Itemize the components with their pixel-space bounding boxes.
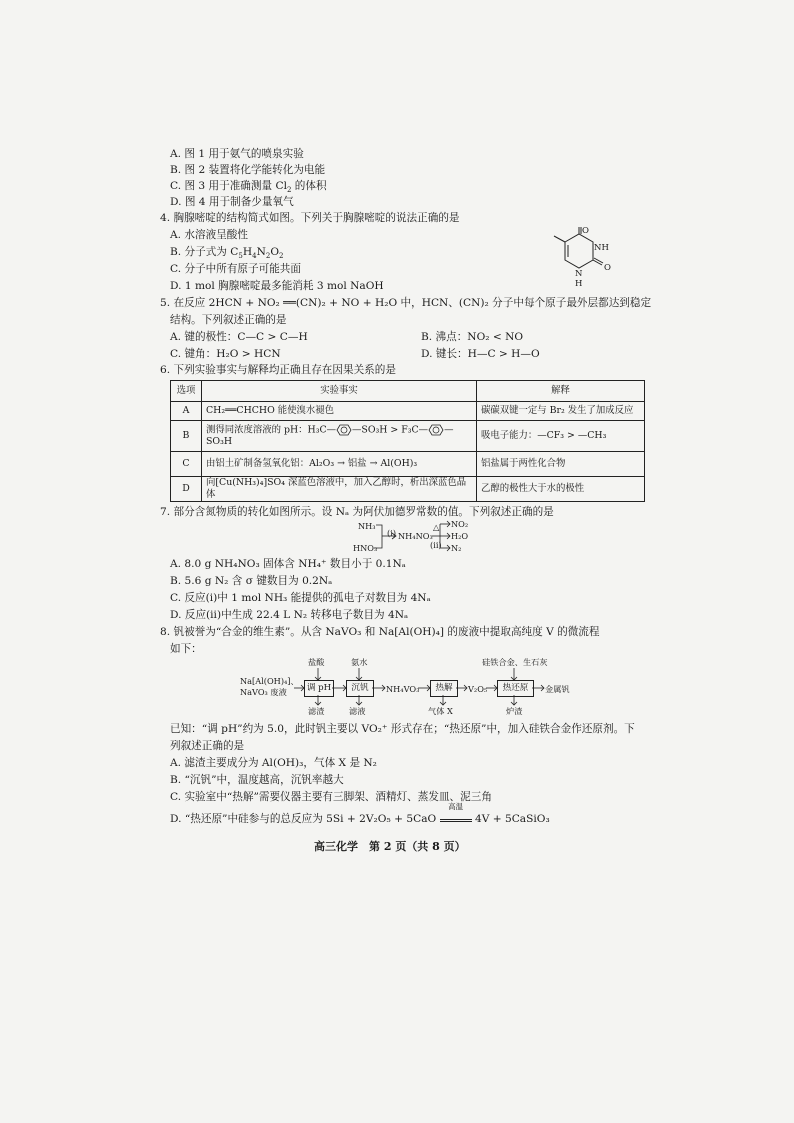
row-option: D — [171, 477, 202, 502]
q3-option-b: B. 图 2 装置将化学能转化为电能 — [170, 164, 326, 176]
header-fact: 实验事实 — [202, 381, 477, 402]
scheme-hno3: HNO₃ — [353, 543, 378, 553]
q5-stem-line-2: 结构。下列叙述正确的是 — [170, 314, 287, 326]
scheme-nh3: NH₃ — [358, 521, 376, 531]
q5-option-c: C. 键角：H₂O > HCN — [170, 348, 281, 360]
flow-input-hcl: 盐酸 — [308, 657, 325, 667]
label-o-right: O — [604, 263, 611, 273]
row-fact: CH₂══CHCHO 能使溴水褪色 — [202, 402, 477, 421]
q6-stem: 6. 下列实验事实与解释均正确且存在因果关系的是 — [160, 364, 396, 376]
row-option: A — [171, 402, 202, 421]
q8-known-line-1: 已知：“调 pH”约为 5.0，此时钒主要以 VO₂⁺ 形式存在；“热还原”中，加入硅铁合金作还原剂。下 — [170, 723, 635, 735]
row-explanation: 吸电子能力：—CF₃ > —CH₃ — [477, 421, 645, 452]
scheme-step-ii: (ii) — [430, 540, 442, 550]
header-option: 选项 — [171, 381, 202, 402]
q4-option-a: A. 水溶液呈酸性 — [170, 229, 248, 241]
q5-option-d: D. 键长：H—C > H—O — [421, 348, 540, 360]
flow-intermediate-nh4vo3: NH₄VO₃ — [386, 684, 420, 694]
row-option: C — [171, 452, 202, 477]
scheme-nh4no3: NH₄NO₃ — [398, 531, 433, 541]
row-fact: 测得同浓度溶液的 pH：H₃C— —SO₃H > F₃C— —SO₃H — [202, 421, 477, 452]
flow-output-filtrate: 滤液 — [349, 706, 366, 716]
scheme-delta: △ — [433, 522, 440, 532]
flow-step-precipitate-v: 沉钒 — [346, 680, 374, 697]
row-explanation: 铝盐属于两性化合物 — [477, 452, 645, 477]
q4-stem: 4. 胸腺嘧啶的结构简式如图。下列关于胸腺嘧啶的说法正确的是 — [160, 212, 460, 224]
q5-option-b: B. 沸点：NO₂ < NO — [421, 331, 524, 343]
header-explanation: 解释 — [477, 381, 645, 402]
q7-option-d: D. 反应(ii)中生成 22.4 L N₂ 转移电子数目为 4Nₐ — [170, 609, 409, 621]
scheme-step-i: (i) — [387, 528, 397, 538]
q3-option-d: D. 图 4 用于制备少量氧气 — [170, 196, 294, 208]
q4-option-c: C. 分子中所有原子可能共面 — [170, 263, 301, 275]
flow-step-thermal-reduction: 热还原 — [497, 680, 534, 697]
q3-option-c: C. 图 3 用于准确测量 $Cl_2$ 的体积 — [170, 180, 327, 195]
q8-option-b: B. “沉钒”中，温度越高，沉钒率越大 — [170, 774, 344, 786]
flow-feed-line-1: Na[Al(OH)₄]、 — [240, 676, 299, 686]
row-fact: 向[Cu(NH₃)₄]SO₄ 深蓝色溶液中，加入乙醇时，析出深蓝色晶体 — [202, 477, 477, 502]
reaction-condition: 高温 — [448, 802, 464, 811]
q8-option-a: A. 滤渣主要成分为 Al(OH)₃，气体 X 是 N₂ — [170, 757, 377, 769]
flow-output-slag: 炉渣 — [506, 706, 523, 716]
q7-option-b: B. 5.6 g N₂ 含 σ 键数目为 0.2Nₐ — [170, 575, 333, 587]
page-footer: 高三化学 第 2 页（共 8 页） — [314, 840, 466, 853]
q7-stem: 7. 部分含氮物质的转化如图所示。设 Nₐ 为阿伏加德罗常数的值。下列叙述正确的是 — [160, 506, 554, 518]
q5-option-a: A. 键的极性：C—C > C—H — [170, 331, 308, 343]
scheme-n2: N₂ — [451, 543, 462, 553]
scheme-h2o: H₂O — [451, 531, 469, 541]
q8-option-d: D. “热还原”中硅参与的总反应为 5Si + 2V₂O₅ + 5CaO 高温 4V + 5CaSiO₃ — [170, 802, 550, 825]
q8-stem-line-2: 如下： — [170, 643, 202, 655]
label-nh: NH — [594, 243, 609, 253]
q4-option-b: B. 分子式为 $C_5H_4N_2O_2$ — [170, 246, 284, 261]
flow-feed-line-2: NaVO₃ 废液 — [240, 687, 287, 697]
q8-stem-line-1: 8. 钒被誉为“合金的维生素”。从含 NaVO₃ 和 Na[Al(OH)₄] 的废液中提取高纯度 V 的微流程 — [160, 626, 600, 638]
q7-option-a: A. 8.0 g NH₄NO₃ 固体含 NH₄⁺ 数目小于 0.1Nₐ — [170, 558, 406, 570]
q8-known-line-2: 列叙述正确的是 — [170, 740, 245, 752]
equals-bar — [440, 819, 472, 822]
flow-intermediate-v2o5: V₂O₅ — [468, 684, 488, 694]
label-h: H — [575, 279, 583, 289]
flow-step-pyrolysis: 热解 — [430, 680, 458, 697]
flow-product-vanadium: 金属钒 — [545, 684, 570, 694]
q3-option-a: A. 图 1 用于氨气的喷泉实验 — [170, 148, 304, 160]
flow-input-ammonia: 氨水 — [351, 657, 368, 667]
label-o-top: O — [582, 226, 589, 236]
q7-option-c: C. 反应(i)中 1 mol NH₃ 能提供的孤电子对数目为 4Nₐ — [170, 592, 431, 604]
row-explanation: 碳碳双键一定与 Br₂ 发生了加成反应 — [477, 402, 645, 421]
row-fact: 由铝土矿制备氢氧化铝：Al₂O₃ → 铝盐 → Al(OH)₃ — [202, 452, 477, 477]
flow-output-residue: 滤渣 — [308, 706, 325, 716]
flow-input-reductant: 硅铁合金、生石灰 — [482, 657, 548, 667]
flow-step-adjust-ph: 调 pH — [304, 680, 334, 697]
flow-output-gas-x: 气体 X — [428, 706, 453, 716]
q4-option-d: D. 1 mol 胸腺嘧啶最多能消耗 3 mol NaOH — [170, 280, 384, 292]
q5-stem-line-1: 5. 在反应 2HCN + NO₂ ══(CN)₂ + NO + H₂O 中，HCN、(CN)₂ 分子中每个原子最外层都达到稳定 — [160, 297, 652, 309]
reaction-condition-arrow — [440, 802, 472, 822]
row-option: B — [171, 421, 202, 452]
scheme-no2: NO₂ — [451, 519, 469, 529]
label-n: N — [575, 269, 583, 279]
row-explanation: 乙醇的极性大于水的极性 — [477, 477, 645, 502]
q8-option-c: C. 实验室中“热解”需要仪器主要有三脚架、酒精灯、蒸发皿、泥三角 — [170, 791, 492, 803]
